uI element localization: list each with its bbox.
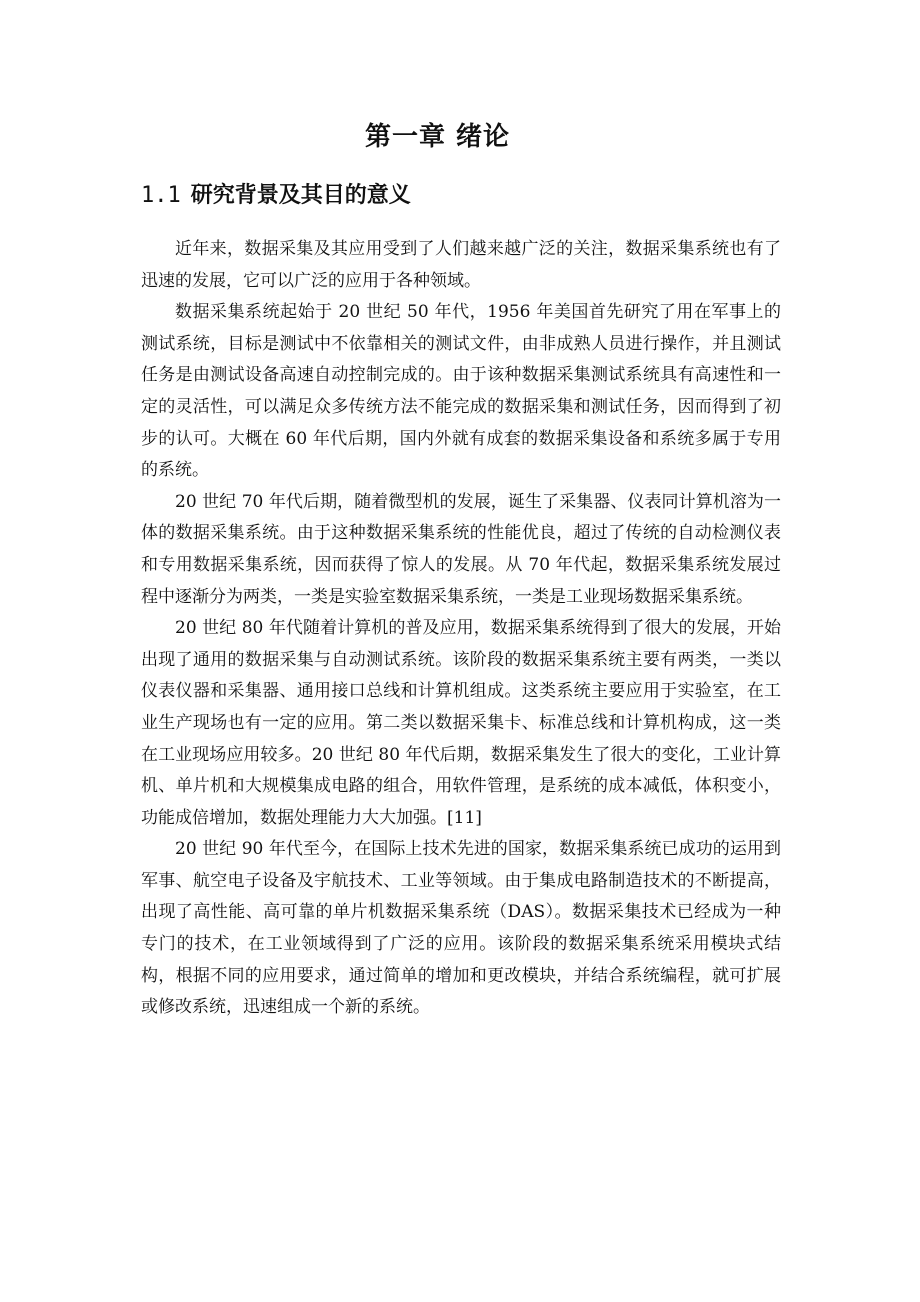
section-number: 1.1 bbox=[141, 183, 181, 208]
chapter-title: 第一章 绪论 bbox=[364, 122, 511, 152]
paragraph-5: 20 世纪 90 年代至今，在国际上技术先进的国家，数据采集系统已成功的运用到军事、航空电子设备及宇航技术、工业等领域。由于集成电路制造技术的不断提高，出现了高性能、高可靠的单片机数据采集系统（DAS）。数据采集技术已经成为一种专门的技术，在工业领域得到了广泛的应用。该阶段的数据采集系统采用模块式结构，根据不同的应用要求，通过简单的增加和更改模块，并结合系统编程，就可扩展或修改系统，迅速组成一个新的系统。 bbox=[141, 839, 781, 1018]
paragraph-3: 20 世纪 70 年代后期，随着微型机的发展，诞生了采集器、仪表同计算机溶为一体的数据采集系统。由于这种数据采集系统的性能优良，超过了传统的自动检测仪表和专用数据采集系统，因而获得了惊人的发展。从 70 年代起，数据采集系统发展过程中逐渐分为两类，一类是实验室数据采集系统，一类是工业现场数据采集系统。 bbox=[141, 491, 781, 607]
section-title: 研究背景及其目的意义 bbox=[190, 183, 411, 208]
paragraph-4: 20 世纪 80 年代随着计算机的普及应用，数据采集系统得到了很大的发展，开始出现了通用的数据采集与自动测试系统。该阶段的数据采集系统主要有两类，一类以仪表仪器和采集器、通用接口总线和计算机组成。这类系统主要应用于实验室，在工业生产现场也有一定的应用。第二类以数据采集卡、标准总线和计算机构成，这一类在工业现场应用较多。20 世纪 80 年代后期，数据采集发生了很大的变化，工业计算机、单片机和大规模集成电路的组合，用软件管理，是系统的成本减低，体积变小，功能成倍增加，数据处理能力大大加强。[11] bbox=[141, 618, 781, 828]
paragraph-1: 近年来，数据采集及其应用受到了人们越来越广泛的关注，数据采集系统也有了迅速的发展，它可以广泛的应用于各种领域。 bbox=[141, 239, 781, 291]
section-heading bbox=[141, 178, 411, 209]
body-text bbox=[141, 234, 781, 1024]
paragraph-2: 数据采集系统起始于 20 世纪 50 年代，1956 年美国首先研究了用在军事上的测试系统，目标是测试中不依靠相关的测试文件，由非成熟人员进行操作，并且测试任务是由测试设备高速自动控制完成的。由于该种数据采集测试系统具有高速性和一定的灵活性，可以满足众多传统方法不能完成的数据采集和测试任务，因而得到了初步的认可。大概在 60 年代后期，国内外就有成套的数据采集设备和系统多属于专用的系统。 bbox=[141, 302, 781, 481]
